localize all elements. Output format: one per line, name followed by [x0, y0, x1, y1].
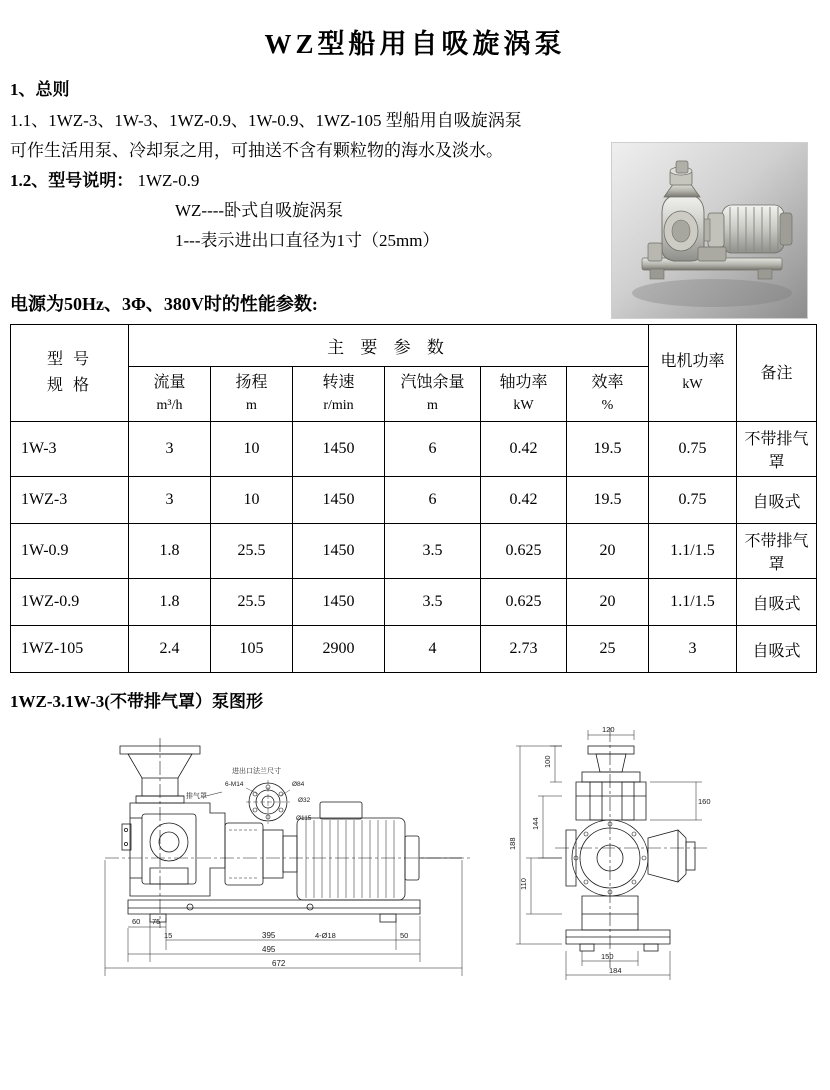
- figure-caption: 1WZ-3.1W-3(不带排气罩）泵图形: [10, 692, 263, 711]
- cell-head: 10: [211, 422, 293, 477]
- label-vent-cover: 排气罩: [186, 793, 207, 800]
- table-header-remark: 备注: [737, 325, 817, 422]
- cell-head: 105: [211, 626, 293, 673]
- table-header-shaft-power-unit: kW: [513, 398, 534, 413]
- dim-4-d18: 4-Ø18: [315, 931, 336, 940]
- cell-remark: 不带排气罩: [737, 422, 817, 477]
- dim-672: 672: [272, 959, 286, 968]
- cell-head: 25.5: [211, 579, 293, 626]
- table-header-model-line1: 型 号: [46, 351, 92, 368]
- cell-shaft-power: 2.73: [481, 626, 567, 673]
- cell-shaft-power: 0.625: [481, 579, 567, 626]
- model-explanation-label: 1.2、型号说明：: [10, 171, 134, 190]
- table-header-motor-power: [649, 325, 737, 422]
- right-section-drawing: [508, 725, 711, 980]
- cell-shaft-power: 0.625: [481, 524, 567, 579]
- table-header-speed-unit: r/min: [323, 398, 354, 413]
- table-header-efficiency-unit: %: [601, 398, 614, 413]
- table-header-flow: [129, 367, 211, 422]
- table-header-npsh-unit: m: [427, 398, 438, 413]
- paragraph-1-1-continued: 可作生活用泵、冷却泵之用，可抽送不含有颗粒物的海水及淡水。: [10, 141, 503, 160]
- dim-188: 188: [508, 837, 517, 850]
- performance-table: [10, 324, 817, 673]
- table-row: [11, 626, 817, 673]
- table-header-model: [11, 325, 129, 422]
- cell-flow: 3: [129, 477, 211, 524]
- performance-heading: 电源为50Hz、3Φ、380V时的性能参数:: [10, 294, 318, 314]
- cell-efficiency: 20: [567, 524, 649, 579]
- cell-remark: 不带排气罩: [737, 524, 817, 579]
- dim-495: 495: [262, 945, 276, 954]
- cell-model: 1WZ-3: [11, 477, 129, 524]
- cell-npsh: 3.5: [385, 524, 481, 579]
- cell-flow: 1.8: [129, 524, 211, 579]
- cell-efficiency: 25: [567, 626, 649, 673]
- table-header-row-main: [11, 325, 817, 367]
- model-explanation-type: WZ----卧式自吸旋涡泵: [175, 201, 344, 220]
- table-header-model-line2: 规 格: [46, 377, 92, 394]
- label-d84: Ø84: [292, 781, 305, 788]
- table-header-motor-power-name: 电机功率: [660, 353, 725, 370]
- cell-head: 25.5: [211, 524, 293, 579]
- section-heading-general: 1、总则: [10, 80, 70, 99]
- dim-160: 160: [698, 797, 711, 806]
- cell-motor-power: 0.75: [649, 422, 737, 477]
- cell-npsh: 4: [385, 626, 481, 673]
- table-row: [11, 524, 817, 579]
- table-header-motor-power-unit: kW: [682, 377, 703, 392]
- table-header-flow-name: 流量: [153, 374, 186, 391]
- cell-speed: 1450: [293, 579, 385, 626]
- pump-photo-illustration: [612, 143, 807, 318]
- dim-184: 184: [609, 966, 622, 975]
- cell-speed: 2900: [293, 626, 385, 673]
- table-header-flow-unit: m³/h: [156, 398, 183, 413]
- label-flange-dims: 进出口法兰尺寸: [232, 768, 281, 775]
- table-header-head-unit: m: [246, 398, 257, 413]
- dim-100: 100: [543, 755, 552, 768]
- left-elevation-drawing: [105, 738, 470, 976]
- table-header-head-name: 扬程: [235, 374, 268, 391]
- table-row: [11, 477, 817, 524]
- table-header-shaft-power: [481, 367, 567, 422]
- cell-motor-power: 0.75: [649, 477, 737, 524]
- cell-flow: 2.4: [129, 626, 211, 673]
- table-row: [11, 579, 817, 626]
- cell-flow: 1.8: [129, 579, 211, 626]
- table-header-efficiency: [567, 367, 649, 422]
- cell-motor-power: 1.1/1.5: [649, 524, 737, 579]
- table-header-speed-name: 转速: [322, 374, 355, 391]
- cell-speed: 1450: [293, 477, 385, 524]
- dim-50: 50: [400, 931, 409, 940]
- cell-remark: 自吸式: [737, 579, 817, 626]
- cell-npsh: 6: [385, 477, 481, 524]
- dim-395: 395: [262, 931, 276, 940]
- page-title: WZ型船用自吸旋涡泵: [264, 29, 566, 59]
- table-header-npsh-name: 汽蚀余量: [400, 374, 465, 391]
- cell-motor-power: 3: [649, 626, 737, 673]
- cell-speed: 1450: [293, 524, 385, 579]
- cell-head: 10: [211, 477, 293, 524]
- label-6-m14: 6-M14: [225, 781, 244, 788]
- dim-120: 120: [602, 725, 615, 734]
- cell-shaft-power: 0.42: [481, 477, 567, 524]
- cell-npsh: 3.5: [385, 579, 481, 626]
- cell-flow: 3: [129, 422, 211, 477]
- cell-remark: 自吸式: [737, 477, 817, 524]
- dim-15: 15: [164, 931, 173, 940]
- cell-motor-power: 1.1/1.5: [649, 579, 737, 626]
- table-header-shaft-power-name: 轴功率: [499, 374, 548, 391]
- cell-model: 1W-0.9: [11, 524, 129, 579]
- cell-efficiency: 20: [567, 579, 649, 626]
- dim-144: 144: [531, 817, 540, 830]
- dim-60: 60: [132, 917, 141, 926]
- cell-speed: 1450: [293, 422, 385, 477]
- table-header-main-params: 主 要 参 数: [129, 325, 649, 367]
- label-d115: Ø115: [296, 815, 312, 822]
- dim-75: 75: [152, 917, 161, 926]
- cell-efficiency: 19.5: [567, 477, 649, 524]
- cell-npsh: 6: [385, 422, 481, 477]
- model-explanation-size: 1---表示进出口直径为1寸（25mm）: [175, 231, 440, 250]
- drawing-svg: [10, 718, 816, 993]
- label-d32: Ø32: [298, 797, 311, 804]
- table-header-speed: [293, 367, 385, 422]
- table-row: [11, 422, 817, 477]
- cell-shaft-power: 0.42: [481, 422, 567, 477]
- cell-efficiency: 19.5: [567, 422, 649, 477]
- table-header-npsh: [385, 367, 481, 422]
- dim-110: 110: [519, 878, 528, 890]
- table-header-efficiency-name: 效率: [591, 374, 624, 391]
- pump-product-photo: [611, 142, 808, 319]
- document-page: [0, 22, 830, 1090]
- paragraph-1-1: 1.1、1WZ-3、1W-3、1WZ-0.9、1W-0.9、1WZ-105 型船用自吸旋涡泵: [10, 111, 522, 130]
- cell-model: 1W-3: [11, 422, 129, 477]
- technical-drawings: [10, 718, 816, 993]
- cell-model: 1WZ-0.9: [11, 579, 129, 626]
- cell-model: 1WZ-105: [11, 626, 129, 673]
- table-header-head: [211, 367, 293, 422]
- cell-remark: 自吸式: [737, 626, 817, 673]
- dim-150: 150: [601, 952, 614, 961]
- model-explanation-value: 1WZ-0.9: [137, 171, 200, 190]
